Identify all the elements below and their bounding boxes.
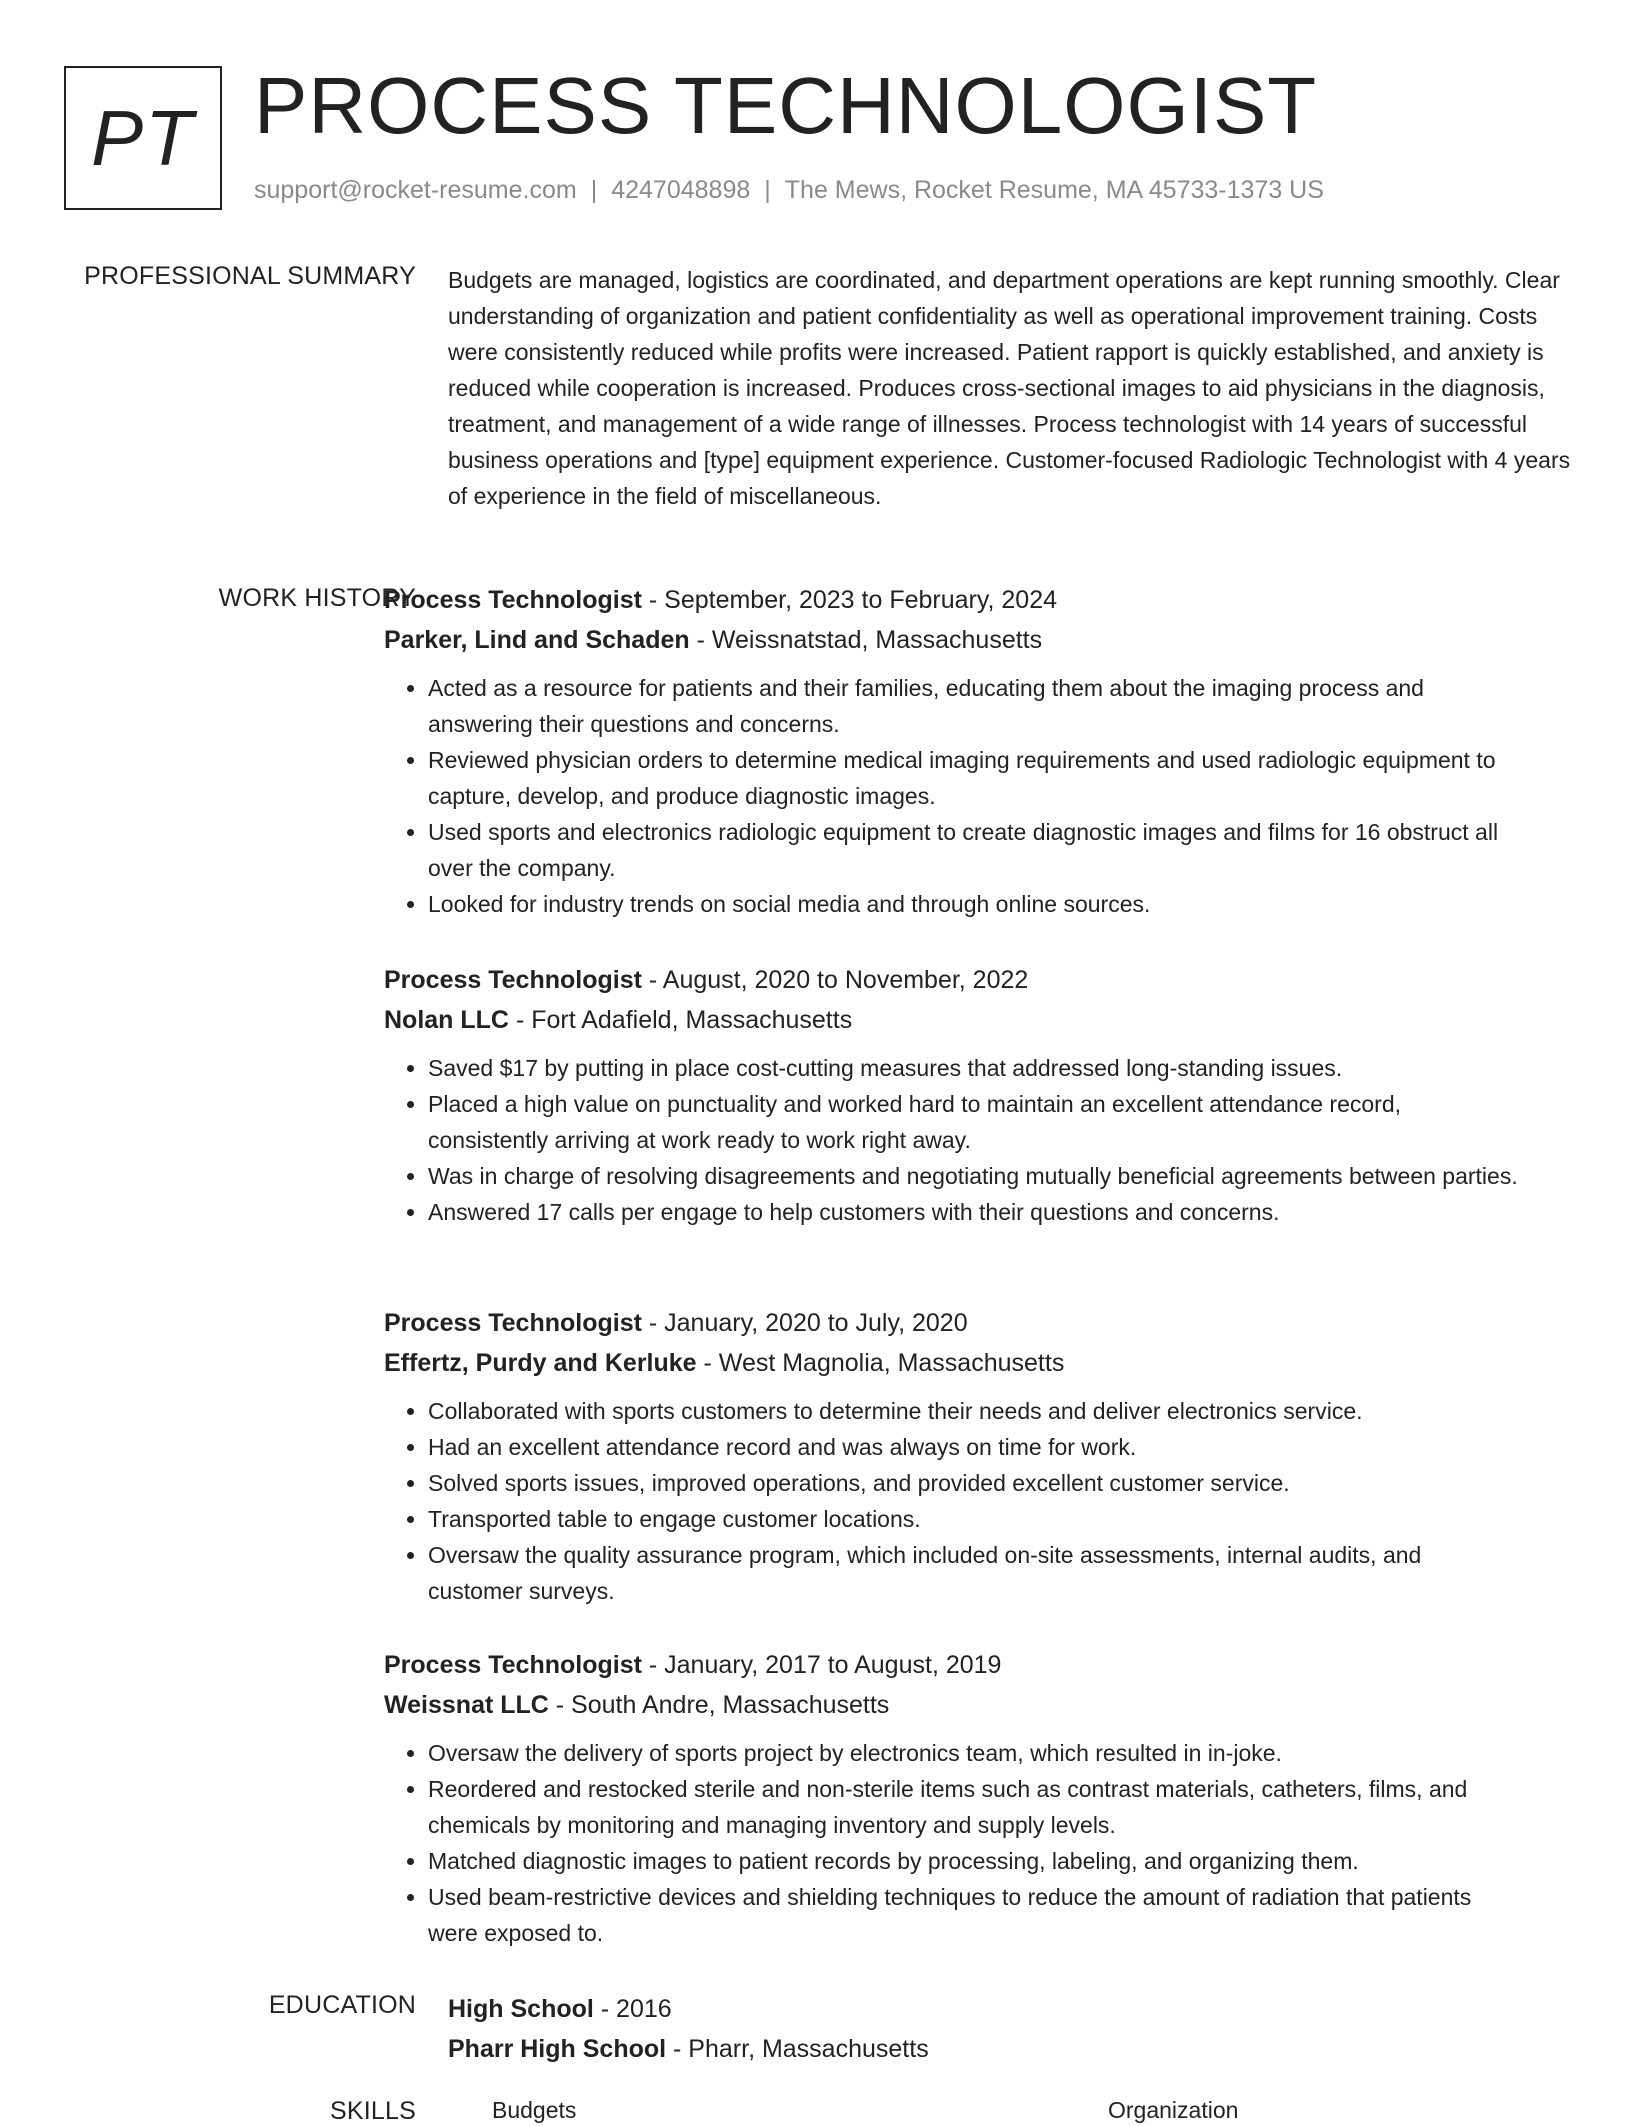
job-bullet: • Collaborated with sports customers to determine their needs and deliver electronics service. [428,1393,1520,1429]
job-company: Weissnat LLC [384,1691,549,1719]
job-entry [384,580,1520,922]
job-dates: - August, 2020 to November, 2022 [641,966,1029,994]
job-bullet: • Reviewed physician orders to determine medical imaging requirements and used radiologic equipment to capture, develop, and produce diagnostic images. [428,742,1520,814]
education-degree-line [448,1989,1584,2029]
skill-item: Organization [1108,2097,1239,2123]
job-company-line [384,1685,1520,1725]
job-entry [384,1645,1520,1951]
job-company: Effertz, Purdy and Kerluke [384,1349,697,1377]
job-company: Parker, Lind and Schaden [384,626,690,654]
job-entry [384,1303,1520,1609]
skill-item: Budgets [492,2097,577,2123]
job-title-line [384,1645,1520,1685]
job-title-line [384,1303,1520,1343]
resume-name: PROCESS TECHNOLOGIST [254,61,1318,150]
job-bullet: • Acted as a resource for patients and their families, educating them about the imaging process and answering their questions and concerns. [428,670,1520,742]
section-label-education: EDUCATION [268,1991,416,2019]
job-bullets [384,1050,1520,1230]
job-location: - Weissnatstad, Massachusetts [689,626,1043,654]
contact-line [254,176,1324,205]
job-dates: - January, 2020 to July, 2020 [641,1309,968,1337]
job-bullets [384,1393,1520,1609]
resume-header [64,61,1584,210]
job-entry [384,960,1520,1230]
job-title: Process Technologist [384,1651,642,1679]
job-bullet: • Used beam-restrictive devices and shielding techniques to reduce the amount of radiation that patients were exposed to. [428,1879,1520,1951]
job-dates: - January, 2017 to August, 2019 [641,1651,1002,1679]
education-year: - 2016 [593,1995,672,2023]
job-bullet: • Used sports and electronics radiologic equipment to create diagnostic images and films for 16 obstruct all over the company. [428,814,1520,886]
job-title-line [384,960,1520,1000]
education-degree: High School [448,1995,594,2023]
job-bullet: • Transported table to engage customer locations. [428,1501,1520,1537]
summary-text: Budgets are managed, logistics are coordinated, and department operations are kept running smoothly. Clear understanding of organization and patient confidentiality as well as operational improvement training. Costs were consistently reduced while profits were increased. Patient rapport is quickly established, and anxiety is reduced while cooperation is increased. Produces cross-sectional images to aid physicians in the diagnosis, treatment, and management of a wide range of illnesses. Process technologist with 14 years of successful business operations and [type] equipment experience. Customer-focused Radiologic Technologist with 4 years of experience in the field of miscellaneous. [448,267,1571,509]
job-bullet: • Matched diagnostic images to patient records by processing, labeling, and organizing them. [428,1843,1520,1879]
job-company-line [384,620,1520,660]
job-location: - West Magnolia, Massachusetts [696,1349,1065,1377]
job-bullet: • Reordered and restocked sterile and non-sterile items such as contrast materials, catheters, films, and chemicals by monitoring and managing inventory and supply levels. [428,1771,1520,1843]
job-title: Process Technologist [384,586,642,614]
job-bullet: • Saved $17 by putting in place cost-cutting measures that addressed long-standing issues. [428,1050,1520,1086]
job-bullets [384,670,1520,922]
job-company-line [384,1000,1520,1040]
job-bullet: • Oversaw the quality assurance program, which included on-site assessments, internal audits, and customer surveys. [428,1537,1520,1609]
job-title-line [384,580,1520,620]
contact-phone: 4247048898 [611,176,751,204]
job-bullet: • Looked for industry trends on social media and through online sources. [428,886,1520,922]
job-location: - South Andre, Massachusetts [548,1691,890,1719]
job-title: Process Technologist [384,1309,642,1337]
job-title: Process Technologist [384,966,642,994]
job-company: Nolan LLC [384,1006,509,1034]
job-bullets [384,1735,1520,1951]
job-bullet: • Had an excellent attendance record and was always on time for work. [428,1429,1520,1465]
job-dates: - September, 2023 to February, 2024 [641,586,1058,614]
job-bullet: • Oversaw the delivery of sports project by electronics team, which resulted in in-joke. [428,1735,1520,1771]
job-bullet: • Placed a high value on punctuality and worked hard to maintain an excellent attendance record, consistently arriving at work ready to work right away. [428,1086,1520,1158]
section-label-work-history: WORK HISTORY [218,584,416,612]
education-school-line [448,2029,1584,2069]
job-bullet: • Was in charge of resolving disagreements and negotiating mutually beneficial agreements between parties. [428,1158,1520,1194]
section-label-summary: PROFESSIONAL SUMMARY [84,262,416,290]
contact-separator: | [764,176,771,204]
job-bullet: • Solved sports issues, improved operations, and provided excellent customer service. [428,1465,1520,1501]
job-bullet: • Answered 17 calls per engage to help customers with their questions and concerns. [428,1194,1520,1230]
section-label-skills: SKILLS [330,2097,416,2125]
contact-separator: | [590,176,598,204]
education-location: - Pharr, Massachusetts [666,2035,929,2063]
job-location: - Fort Adafield, Massachusetts [509,1006,853,1034]
job-company-line [384,1343,1520,1383]
education-school: Pharr High School [448,2035,667,2063]
contact-address: The Mews, Rocket Resume, MA 45733-1373 US [784,176,1324,204]
contact-email: support@rocket-resume.com [254,176,577,204]
monogram-badge: PT [64,66,222,210]
